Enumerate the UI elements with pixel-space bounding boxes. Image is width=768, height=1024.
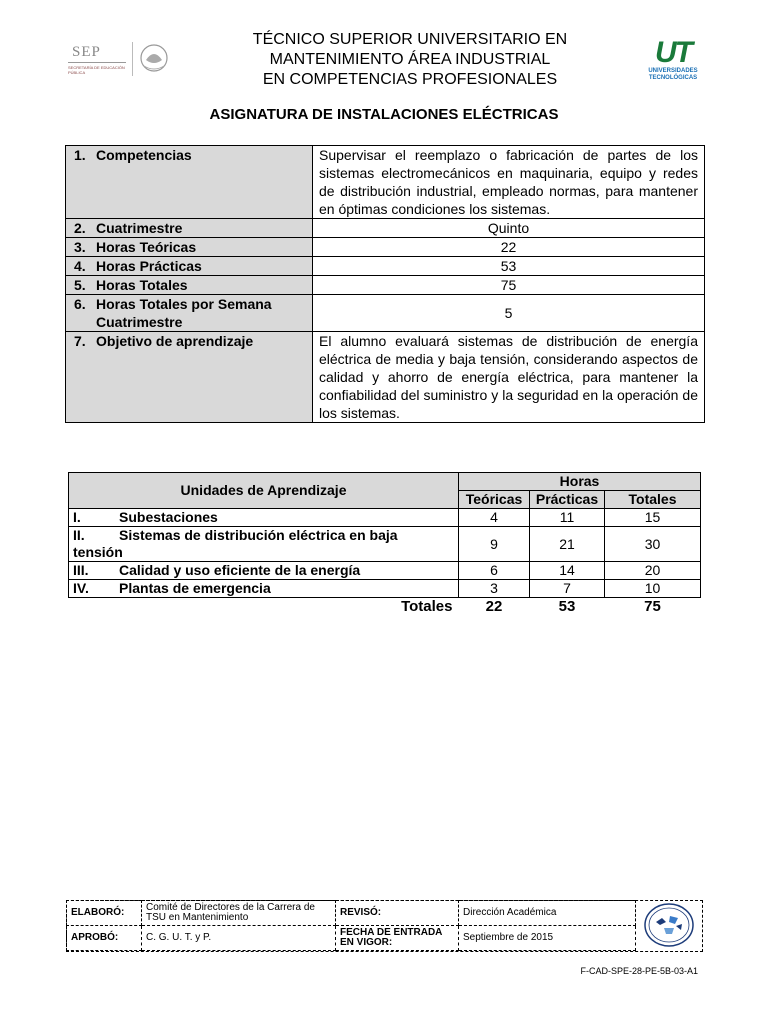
reviso-value: Dirección Académica (459, 901, 636, 926)
col-practicas: Prácticas (530, 491, 605, 509)
approval-table (66, 900, 636, 951)
institution-seal-icon (640, 902, 698, 948)
learning-units-table (68, 472, 701, 615)
total-totales: 75 (644, 598, 661, 615)
table-row (69, 562, 701, 580)
title-line: EN COMPETENCIAS PROFESIONALES (262, 71, 558, 88)
info-label: 5. Horas Totales (66, 276, 313, 295)
totals-row (69, 598, 701, 616)
unit-teoricas: 6 (459, 562, 530, 580)
aprobo-label: APROBÓ: (67, 926, 142, 951)
subject-info-table (65, 145, 705, 423)
ut-logo-mark: UT (655, 36, 691, 69)
table-row (66, 238, 705, 257)
total-practicas: 53 (558, 598, 576, 615)
fecha-label: FECHA DE ENTRADA EN VIGOR: (336, 926, 459, 951)
fecha-value: Septiembre de 2015 (459, 926, 636, 951)
subject-title: ASIGNATURA DE INSTALACIONES ELÉCTRICAS (209, 106, 559, 123)
elaboro-label: ELABORÓ: (67, 901, 142, 926)
totals-label: Totales (401, 598, 453, 615)
unit-name: III. Calidad y uso eficiente de la energía (69, 562, 459, 580)
total-teoricas: 22 (485, 598, 503, 615)
unit-name: II. Sistemas de distribución eléctrica en baja tensión (69, 527, 459, 562)
table-row (66, 146, 705, 219)
unit-totales: 15 (605, 509, 701, 527)
unit-practicas: 7 (530, 580, 605, 598)
units-header: Unidades de Aprendizaje (69, 473, 459, 509)
sep-logo (66, 40, 178, 78)
unit-teoricas: 3 (459, 580, 530, 598)
document-code: F-CAD-SPE-28-PE-5B-03-A1 (580, 966, 698, 976)
col-teoricas: Teóricas (459, 491, 530, 509)
info-value: Supervisar el reemplazo o fabricación de partes de los sistemas electromecánicos en maquinaria, equipo y redes de distribución industrial, empleado normas, para mantener en óptimas condiciones los sistemas. (313, 146, 705, 219)
info-label: 4. Horas Prácticas (66, 257, 313, 276)
info-label: 6. Horas Totales por Semana Cuatrimestre (66, 295, 313, 332)
title-line: TÉCNICO SUPERIOR UNIVERSITARIO EN (252, 31, 568, 48)
table-row (66, 295, 705, 332)
unit-teoricas: 4 (459, 509, 530, 527)
table-row (69, 509, 701, 527)
reviso-label: REVISÓ: (336, 901, 459, 926)
unit-name: IV. Plantas de emergencia (69, 580, 459, 598)
info-label: 7. Objetivo de aprendizaje (66, 332, 313, 423)
unit-practicas: 21 (530, 527, 605, 562)
ut-logo-line2: TECNOLÓGICAS (648, 75, 698, 81)
table-row (67, 901, 636, 926)
unit-practicas: 14 (530, 562, 605, 580)
table-row (67, 926, 636, 951)
info-value: Quinto (313, 219, 705, 238)
sep-logo-subtext: SECRETARÍA DE EDUCACIÓN PÚBLICA (68, 65, 125, 75)
info-value: El alumno evaluará sistemas de distribución de energía eléctrica de media y baja tensión, considerando aspectos de calidad y ahorro de energía eléctrica, para mantener la confiabilidad del suministro y la seguridad en la operación de los sistemas. (313, 332, 705, 423)
table-row (66, 276, 705, 295)
table-row (66, 332, 705, 423)
unit-teoricas: 9 (459, 527, 530, 562)
info-label: 3. Horas Teóricas (66, 238, 313, 257)
unit-totales: 10 (605, 580, 701, 598)
unit-totales: 30 (605, 527, 701, 562)
col-totales: Totales (605, 491, 701, 509)
table-header-row (69, 473, 701, 491)
elaboro-value: Comité de Directores de la Carrera de TSU en Mantenimiento (142, 901, 336, 926)
hours-header: Horas (459, 473, 701, 491)
aprobo-value: C. G. U. T. y P. (142, 926, 336, 951)
info-label: 2. Cuatrimestre (66, 219, 313, 238)
unit-practicas: 11 (530, 509, 605, 527)
sep-logo-text: SEP (72, 44, 101, 60)
unit-name: I. Subestaciones (69, 509, 459, 527)
table-row (66, 219, 705, 238)
title-line: MANTENIMIENTO ÁREA INDUSTRIAL (269, 51, 551, 68)
program-title (190, 30, 630, 90)
table-row (69, 580, 701, 598)
info-label: 1. Competencias (66, 146, 313, 219)
info-value: 5 (313, 295, 705, 332)
info-value: 75 (313, 276, 705, 295)
ut-logo (640, 38, 706, 94)
unit-totales: 20 (605, 562, 701, 580)
ut-logo-line1: UNIVERSIDADES (648, 68, 698, 74)
table-row (66, 257, 705, 276)
table-row (69, 527, 701, 562)
info-value: 53 (313, 257, 705, 276)
info-value: 22 (313, 238, 705, 257)
